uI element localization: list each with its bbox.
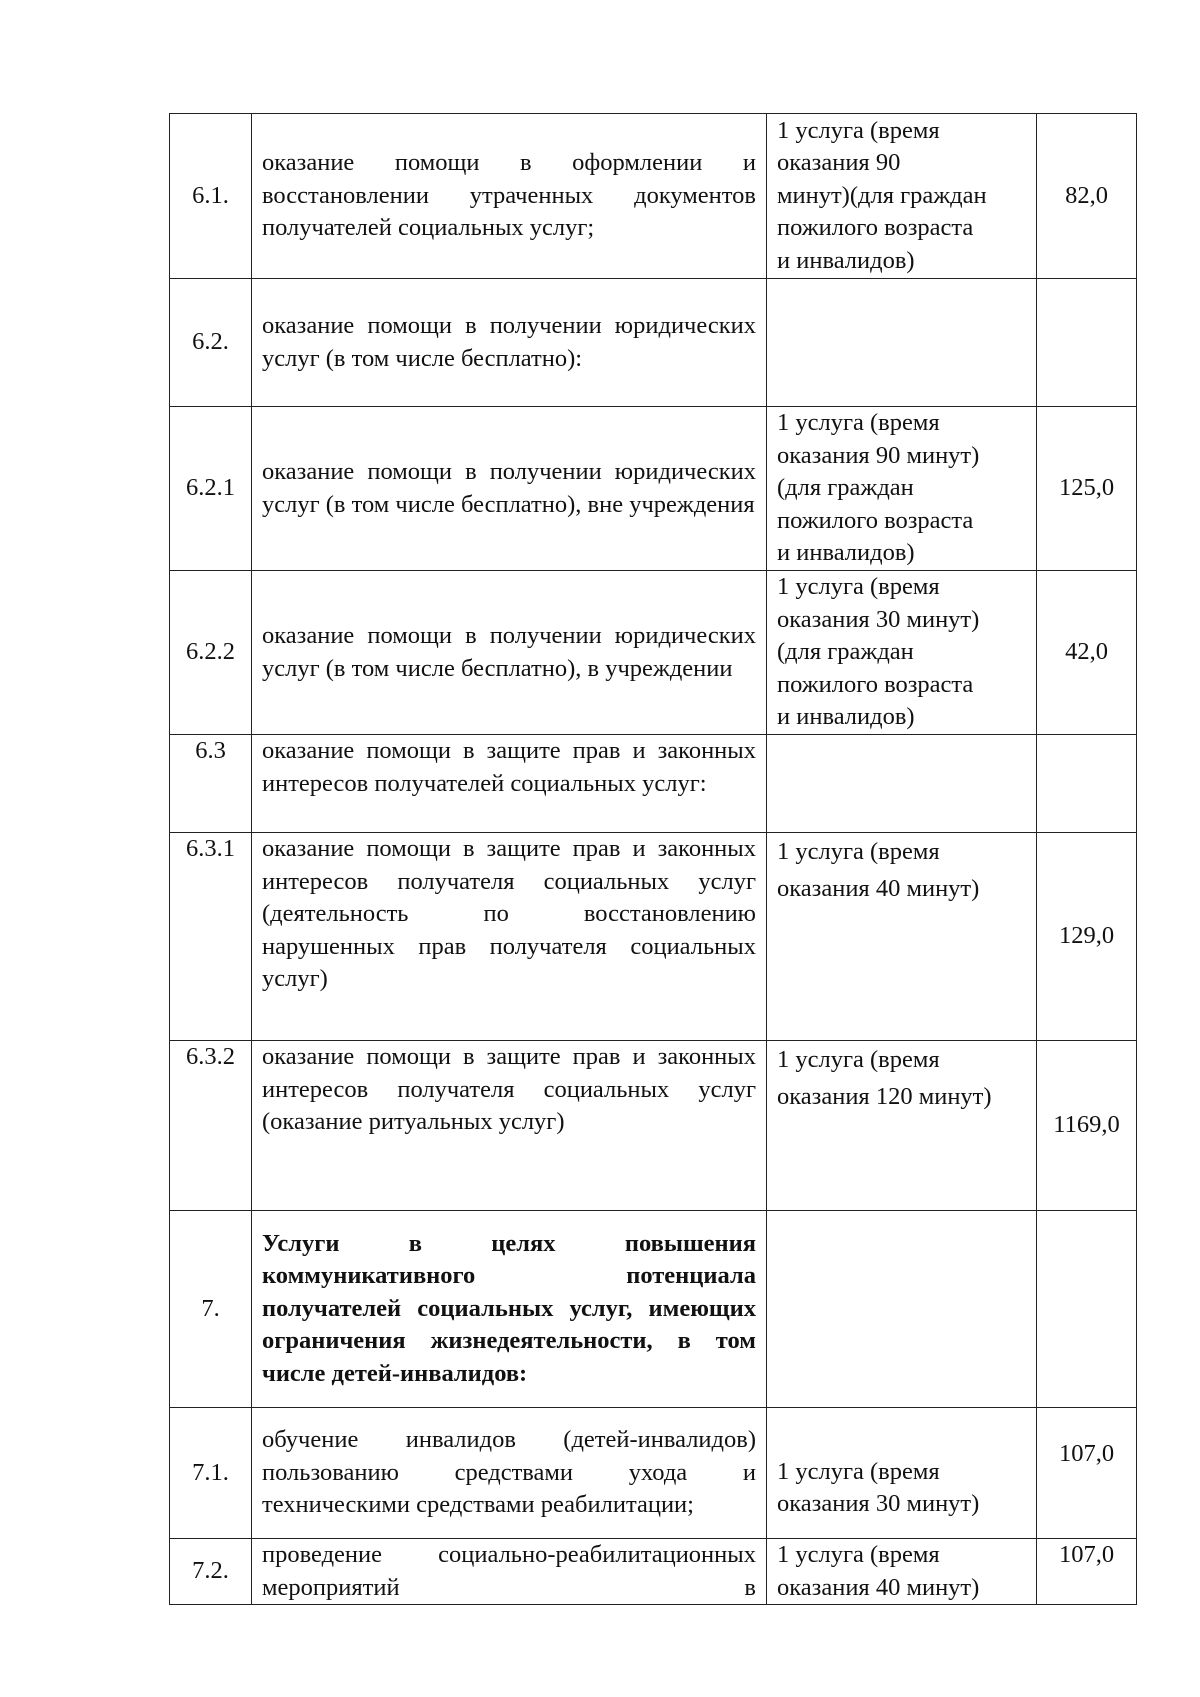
service-unit [767, 1539, 1037, 1605]
service-unit-line: оказания 90 минут) [777, 441, 980, 469]
table-row [170, 833, 1137, 1041]
table-row [170, 407, 1137, 571]
service-unit [767, 1211, 1037, 1408]
service-unit-line: пожилого возраста [777, 214, 974, 242]
service-unit [767, 279, 1037, 407]
service-unit-line: 1 услуга (время [777, 1541, 940, 1568]
service-description-text: проведение социально-реабилитационных мероприятий в [262, 1541, 756, 1601]
service-price: 107,0 [1037, 1408, 1137, 1539]
table-row [170, 1539, 1137, 1605]
service-description: оказание помощи в получении юридических услуг (в том числе бесплатно), вне учреждения [252, 407, 767, 571]
service-unit-line: (для граждан [777, 474, 914, 502]
service-description: оказание помощи в получении юридических услуг (в том числе бесплатно): [252, 279, 767, 407]
service-unit-line: и инвалидов) [777, 246, 915, 274]
service-unit-line: 1 услуга (время [777, 1046, 940, 1073]
table-row [170, 279, 1137, 407]
table-row [170, 1041, 1137, 1211]
service-unit-line: пожилого возраста [777, 670, 974, 698]
service-unit [767, 833, 1037, 1041]
service-price: 42,0 [1037, 571, 1137, 735]
service-price: 107,0 [1037, 1539, 1137, 1605]
service-price [1037, 1211, 1137, 1408]
service-number: 6.3 [170, 735, 252, 833]
service-number: 6.3.2 [170, 1041, 252, 1211]
service-unit [767, 114, 1037, 279]
service-description: обучение инвалидов (детей-инвалидов) пользованию средствами ухода и техническими средствами реабилитации; [252, 1408, 767, 1539]
service-unit-line: пожилого возраста [777, 506, 974, 534]
table-row [170, 571, 1137, 735]
service-unit-line: оказания 120 минут) [777, 1083, 992, 1110]
service-price [1037, 279, 1137, 407]
service-number: 7.1. [170, 1408, 252, 1539]
service-number: 7.2. [170, 1539, 252, 1605]
service-price [1037, 735, 1137, 833]
section-number: 7. [170, 1211, 252, 1408]
service-unit-line: оказания 40 минут) [777, 875, 980, 902]
service-unit [767, 407, 1037, 571]
service-unit-line: и инвалидов) [777, 703, 915, 731]
service-unit [767, 571, 1037, 735]
service-unit-line: оказания 30 минут) [777, 605, 980, 633]
service-unit-line: 1 услуга (время [777, 409, 940, 437]
service-description: оказание помощи в получении юридических услуг (в том числе бесплатно), в учреждении [252, 571, 767, 735]
service-description: оказание помощи в защите прав и законных интересов получателя социальных услуг (деятельность по восстановлению нарушенных прав получателя социальных услуг) [252, 833, 767, 1041]
service-unit [767, 1408, 1037, 1539]
service-price: 1169,0 [1037, 1041, 1137, 1211]
service-description: оказание помощи в защите прав и законных интересов получателя социальных услуг (оказание ритуальных услуг) [252, 1041, 767, 1211]
service-number: 6.2. [170, 279, 252, 407]
table-row [170, 1408, 1137, 1539]
service-number: 6.2.2 [170, 571, 252, 735]
table-row [170, 1211, 1137, 1408]
service-number: 6.2.1 [170, 407, 252, 571]
service-unit-line: 1 услуга (время [777, 116, 940, 144]
service-price: 129,0 [1037, 833, 1137, 1041]
service-unit-line: и инвалидов) [777, 539, 915, 567]
service-number: 6.3.1 [170, 833, 252, 1041]
service-unit-line: оказания 30 минут) [777, 1490, 980, 1517]
service-unit-line: 1 услуга (время [777, 1457, 940, 1485]
service-unit-line: оказания 40 минут) [777, 1573, 980, 1601]
service-description [252, 1539, 767, 1605]
service-unit [767, 735, 1037, 833]
section-heading: Услуги в целях повышения коммуникативного потенциала получателей социальных услуг, имеющих ограничения жизнедеятельности, в том числе детей-инвалидов: [252, 1211, 767, 1408]
services-price-table [169, 113, 1137, 1605]
service-unit-line: 1 услуга (время [777, 573, 940, 601]
service-unit-line: оказания 90 [777, 149, 901, 177]
table-row [170, 735, 1137, 833]
service-unit [767, 1041, 1037, 1211]
service-number: 6.1. [170, 114, 252, 279]
service-price: 82,0 [1037, 114, 1137, 279]
service-unit-line: минут)(для граждан [777, 181, 987, 209]
service-unit-line: 1 услуга (время [777, 838, 940, 865]
service-price: 125,0 [1037, 407, 1137, 571]
service-description: оказание помощи в защите прав и законных интересов получателей социальных услуг: [252, 735, 767, 833]
service-unit-line: (для граждан [777, 638, 914, 666]
service-description: оказание помощи в оформлении и восстановлении утраченных документов получателей социальных услуг; [252, 114, 767, 279]
table-row [170, 114, 1137, 279]
